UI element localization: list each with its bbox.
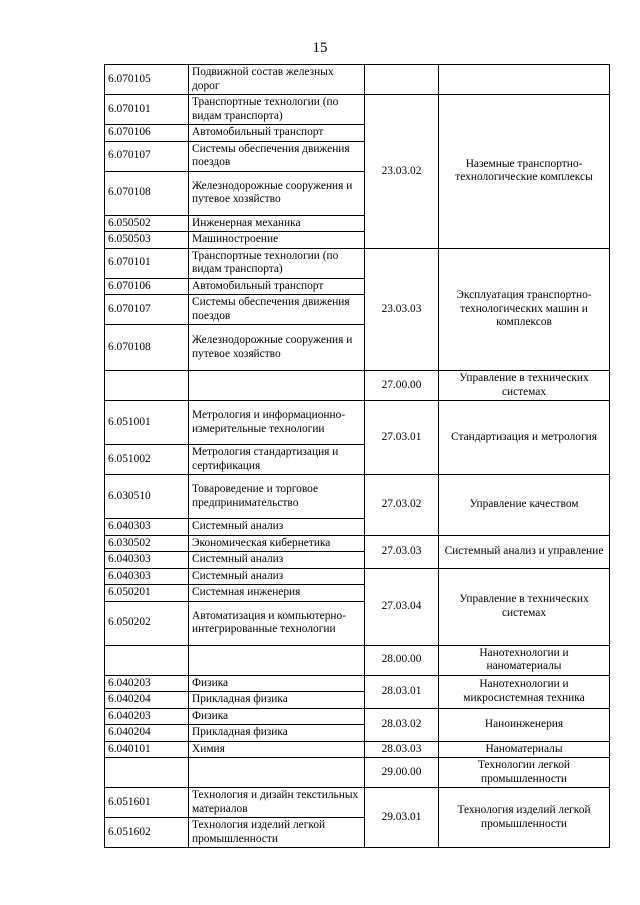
old-specialty-name: Системная инженерия: [189, 585, 365, 602]
old-specialty-name: Метрология стандартизация и сертификация: [189, 445, 365, 475]
new-direction-name: Эксплуатация транспортно-технологических машин и комплексов: [439, 248, 610, 371]
old-specialty-name: Системный анализ: [189, 519, 365, 536]
table-row: [105, 741, 610, 758]
old-specialty-code: [105, 371, 189, 401]
new-direction-name: Наземные транспортно-технологические комплексы: [439, 95, 610, 249]
page-number: 15: [312, 40, 328, 56]
table-row: [105, 788, 610, 818]
old-specialty-name: Прикладная физика: [189, 725, 365, 742]
table-row: [105, 248, 610, 278]
old-specialty-name: Физика: [189, 708, 365, 725]
new-direction-code: 28.03.03: [365, 741, 439, 758]
old-specialty-name: Технология изделий легкой промышленности: [189, 818, 365, 848]
old-specialty-code: [105, 758, 189, 788]
table-row: [105, 675, 610, 692]
old-specialty-name: Железнодорожные сооружения и путевое хозяйство: [189, 171, 365, 215]
new-direction-name: Наноинженерия: [439, 708, 610, 741]
old-specialty-name: Технология и дизайн текстильных материалов: [189, 788, 365, 818]
old-specialty-name: Подвижной состав железных дорог: [189, 65, 365, 95]
old-specialty-name: Автомобильный транспорт: [189, 125, 365, 142]
specialties-table-body: [105, 65, 610, 848]
new-direction-name: Наноматериалы: [439, 741, 610, 758]
table-row: [105, 65, 610, 95]
new-direction-code: 23.03.03: [365, 248, 439, 371]
old-specialty-code: 6.040203: [105, 675, 189, 692]
old-specialty-name: Инженерная механика: [189, 215, 365, 232]
new-direction-code: 27.03.03: [365, 535, 439, 568]
old-specialty-code: 6.051002: [105, 445, 189, 475]
old-specialty-name: Машиностроение: [189, 232, 365, 249]
old-specialty-name: Экономическая кибернетика: [189, 535, 365, 552]
old-specialty-code: 6.050201: [105, 585, 189, 602]
old-specialty-code: 6.040303: [105, 552, 189, 569]
old-specialty-code: 6.040303: [105, 568, 189, 585]
old-specialty-name: Системный анализ: [189, 552, 365, 569]
old-specialty-code: 6.040203: [105, 708, 189, 725]
table-row: [105, 535, 610, 552]
old-specialty-code: 6.051001: [105, 401, 189, 445]
old-specialty-code: 6.070101: [105, 95, 189, 125]
table-row: [105, 475, 610, 519]
old-specialty-name: [189, 645, 365, 675]
new-direction-code: [365, 65, 439, 95]
new-direction-code: 27.03.04: [365, 568, 439, 645]
old-specialty-name: Метрология и информационно-измерительные технологии: [189, 401, 365, 445]
old-specialty-name: Транспортные технологии (по видам транспорта): [189, 95, 365, 125]
new-direction-name: Нанотехнологии и наноматериалы: [439, 645, 610, 675]
table-row: [105, 758, 610, 788]
old-specialty-code: 6.070107: [105, 295, 189, 325]
table-row: [105, 371, 610, 401]
new-direction-code: 27.03.02: [365, 475, 439, 536]
new-direction-code: 29.00.00: [365, 758, 439, 788]
old-specialty-name: Автомобильный транспорт: [189, 278, 365, 295]
old-specialty-code: 6.051602: [105, 818, 189, 848]
new-direction-name: Управление в технических системах: [439, 568, 610, 645]
new-direction-name: Управление качеством: [439, 475, 610, 536]
old-specialty-code: [105, 645, 189, 675]
specialties-table: [104, 64, 610, 848]
old-specialty-code: 6.050503: [105, 232, 189, 249]
table-row: [105, 95, 610, 125]
old-specialty-code: 6.070106: [105, 125, 189, 142]
old-specialty-name: Товароведение и торговое предпринимательство: [189, 475, 365, 519]
table-row: [105, 708, 610, 725]
old-specialty-name: [189, 758, 365, 788]
old-specialty-code: 6.070106: [105, 278, 189, 295]
old-specialty-name: Системы обеспечения движения поездов: [189, 141, 365, 171]
old-specialty-name: Автоматизация и компьютерно-интегрированные технологии: [189, 601, 365, 645]
old-specialty-code: 6.070107: [105, 141, 189, 171]
new-direction-name: Системный анализ и управление: [439, 535, 610, 568]
old-specialty-name: [189, 371, 365, 401]
old-specialty-name: Химия: [189, 741, 365, 758]
new-direction-code: 28.03.01: [365, 675, 439, 708]
old-specialty-name: Прикладная физика: [189, 692, 365, 709]
old-specialty-code: 6.040204: [105, 725, 189, 742]
old-specialty-name: Железнодорожные сооружения и путевое хозяйство: [189, 325, 365, 371]
new-direction-code: 28.03.02: [365, 708, 439, 741]
old-specialty-code: 6.050502: [105, 215, 189, 232]
new-direction-name: Стандартизация и метрология: [439, 401, 610, 475]
old-specialty-name: Транспортные технологии (по видам транспорта): [189, 248, 365, 278]
new-direction-name: Нанотехнологии и микросистемная техника: [439, 675, 610, 708]
new-direction-name: Технология изделий легкой промышленности: [439, 788, 610, 848]
table-row: [105, 645, 610, 675]
old-specialty-name: Физика: [189, 675, 365, 692]
old-specialty-code: 6.030510: [105, 475, 189, 519]
old-specialty-code: 6.070101: [105, 248, 189, 278]
old-specialty-code: 6.030502: [105, 535, 189, 552]
new-direction-code: 28.00.00: [365, 645, 439, 675]
old-specialty-code: 6.040101: [105, 741, 189, 758]
new-direction-name: Технологии легкой промышленности: [439, 758, 610, 788]
old-specialty-code: 6.070105: [105, 65, 189, 95]
old-specialty-code: 6.040204: [105, 692, 189, 709]
old-specialty-code: 6.050202: [105, 601, 189, 645]
new-direction-name: Управление в технических системах: [439, 371, 610, 401]
new-direction-code: 27.00.00: [365, 371, 439, 401]
old-specialty-code: 6.051601: [105, 788, 189, 818]
new-direction-code: 27.03.01: [365, 401, 439, 475]
table-row: [105, 401, 610, 445]
new-direction-code: 29.03.01: [365, 788, 439, 848]
old-specialty-name: Системы обеспечения движения поездов: [189, 295, 365, 325]
old-specialty-code: 6.070108: [105, 325, 189, 371]
new-direction-code: 23.03.02: [365, 95, 439, 249]
table-row: [105, 568, 610, 585]
old-specialty-code: 6.040303: [105, 519, 189, 536]
old-specialty-code: 6.070108: [105, 171, 189, 215]
old-specialty-name: Системный анализ: [189, 568, 365, 585]
new-direction-name: [439, 65, 610, 95]
